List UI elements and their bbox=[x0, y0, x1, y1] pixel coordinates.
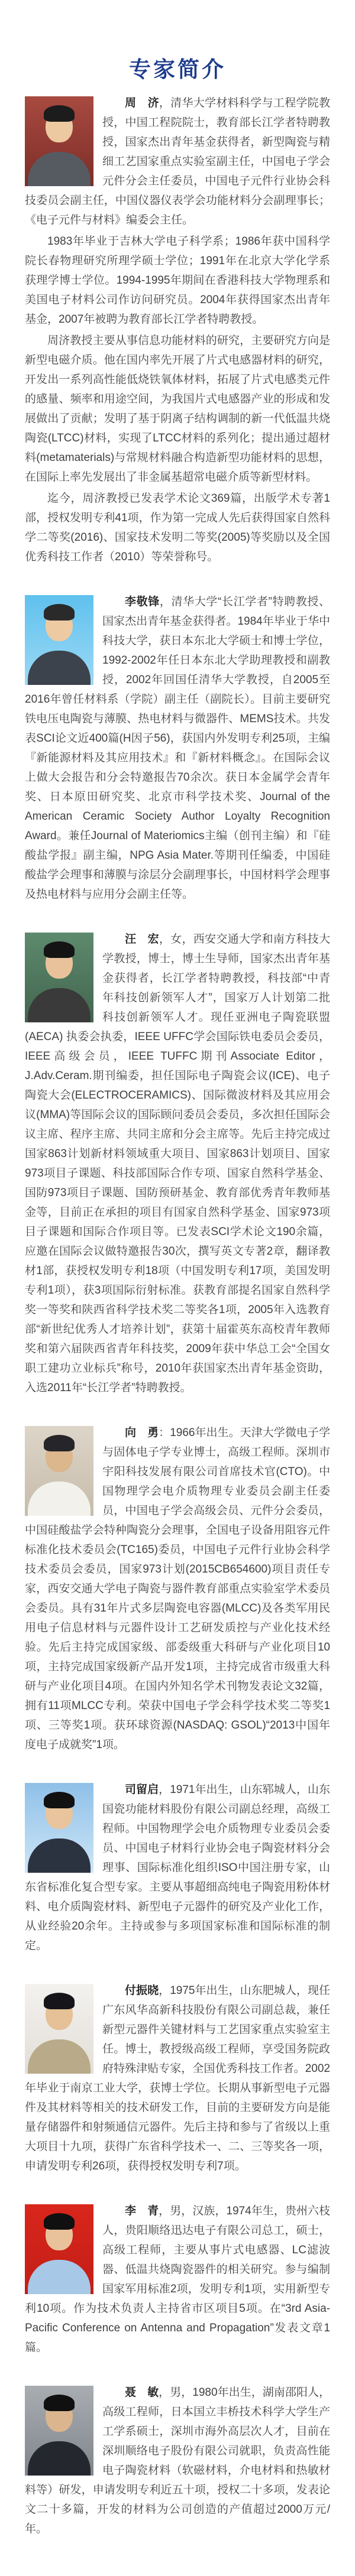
expert-intro-text: 1971年出生，山东郓城人，山东国瓷功能材料股份有限公司副总经理，高级工程师。中国物理学会电介质物理专业委员会委员、中国电子材料行业协会电子陶瓷材料分会理事、国际标准化组织ISO中国注册专家，山东省标准化复合型专家。主要从事超细高纯电子陶瓷用粉体材料、电介质陶瓷材料、新型电子元器件的研究及产业化工作，从业经验20余年。主持或参与多项国家标准和国际标准的制定。 bbox=[25, 1784, 330, 1953]
expert-name-suffix: ， bbox=[159, 933, 171, 946]
photo-person-hair bbox=[44, 1792, 75, 1808]
expert-section-fu-zhenxiao bbox=[25, 1981, 330, 2178]
expert-photo-li-qing bbox=[25, 2204, 93, 2294]
expert-section-xiang-yong bbox=[25, 1423, 330, 1756]
expert-paragraph: 迄今，周济教授已发表学术论文369篇，出版学术专著1部，授权发明专利41项，作为第一完成人先后获得国家自然科学二等奖(2016)、国家技术发明二等奖(2005)等奖励以及全国优秀科技工作者（2010）等荣誉称号。 bbox=[25, 492, 330, 564]
photo-person-torso bbox=[28, 988, 91, 1022]
expert-section-wang-hong bbox=[25, 930, 330, 1399]
expert-section-li-jingfeng bbox=[25, 592, 330, 906]
photo-person-torso bbox=[28, 1482, 91, 1516]
expert-name: 周 济 bbox=[125, 97, 159, 110]
expert-paragraph: 1983年毕业于吉林大学电子科学系；1986年获中国科学院长春物理研究所理学硕士学位；1991年在北京大学化学系获理学博士学位。1994-1995年期间在香港科技大学物理系和美国电子材料公司作访问研究员。2004年获得国家杰出青年基金，2007年被聘为教育部长江学者特聘教授。 bbox=[25, 235, 330, 326]
photo-person-hair bbox=[44, 604, 75, 621]
photo-person-hair bbox=[44, 2213, 75, 2230]
expert-name: 司留启 bbox=[125, 1784, 159, 1797]
expert-name: 李敬锋 bbox=[125, 596, 160, 609]
expert-photo-si-liuqi bbox=[25, 1783, 93, 1873]
expert-section-nie-min bbox=[25, 2383, 330, 2541]
expert-photo-zhou-ji bbox=[25, 96, 93, 186]
expert-photo-fu-zhenxiao bbox=[25, 1984, 93, 2074]
photo-person-torso bbox=[28, 152, 91, 186]
photo-person-hair bbox=[44, 1993, 75, 2009]
expert-name: 向 勇 bbox=[125, 1427, 159, 1440]
expert-name-suffix: ， bbox=[159, 97, 171, 110]
photo-person-hair bbox=[44, 2395, 75, 2411]
expert-name-suffix: ， bbox=[159, 596, 172, 609]
expert-name: 聂 敏 bbox=[125, 2386, 159, 2399]
expert-name-suffix: ， bbox=[159, 2205, 170, 2218]
expert-section-zhou-ji bbox=[25, 93, 330, 569]
expert-intro-text: 清华大学“长江学者”特聘教授、国家杰出青年基金获得者。1984年毕业于华中科技大学，获日本东北大学硕士和博士学位，1992-2002年任日本东北大学助理教授和副教授，2002年回国任清华大学教授，自2005至2016年曾任材料系（学院）副主任（副院长）。目前主要研究铁电压电陶瓷与薄膜、热电材料与微器件、MEMS技术。共发表SCI论文近400篇(H因子56)，获国内外发明专利25项，主编『新能源材料及其应用技术』和『新材料概念』。在国际会议上做大会报告和分会特邀报告70余次。获日本金属学会青年奖、日本原田研究奖、北京市科学技术奖、Journal of the American Ceramic Society Author Loyalty Recognition Award。兼任Journal of Materiomics主编（创刊主编）和『硅酸盐学报』副主编，NPG Asia Mater.等期刊任编委，中国硅酸盐学会理事和薄膜与涂层分会副理事长，中国材料学会理事及热电材料与应用分会副主任等。 bbox=[25, 596, 330, 901]
page-title: 专家简介 bbox=[129, 57, 226, 82]
expert-name-suffix: ， bbox=[159, 2386, 170, 2399]
expert-intro-text: 女，西安交通大学和南方科技大学教授，博士，博士生导师，国家杰出青年基金获得者，长江学者特聘教授，科技部“中青年科技创新领军人才”，国家万人计划第二批科技创新领军人才。现任亚洲电子陶瓷联盟(AECA) 执委会执委，IEEE UFFC学会国际铁电委员会委员，IEEE高级会员，IEEE TUFFC期刊Associate Editor，J.Adv.Ceram.期刊编委，担任国际电子陶瓷会议(ICE)、电子陶瓷大会(ELECTROCERAMICS)、国际微波材料及其应用会议(MMA)等国际会议的国际顾问委员会委员，多次担任国际会议主席、程序主席、共同主席和分会主席等。先后主持完成过国家863计划新材料领域重大项目、国家863计划项目、国家973项目子课题、科技部国际合作专项、国家自然科学基金、国防973项目子课题、国防预研基金、教育部优秀青年教师基金等，目前正在承担的项目有国家自然科学基金、国家973项目子课题和国际合作项目等。已发表SCI学术论文190余篇，应邀在国际会议做特邀报告30次，撰写英文专著2章，翻译教材1部，获授权发明专利18项（中国发明专利17项，美国发明专利1项），获3项国际衍射标准。获教育部提名国家自然科学奖一等奖和陕西省科学技术奖二等奖各1项，2005年入选教育部“新世纪优秀人才培养计划”，获第十届霍英东高校青年教师奖和第六届陕西省青年科技奖，2009年获中华总工会“全国女职工建功立业标兵”称号，2010年获国家杰出青年基金资助，入选2011年“长江学者”特聘教授。 bbox=[25, 933, 330, 1395]
expert-name-suffix: ： bbox=[159, 1427, 170, 1440]
expert-name: 李 青 bbox=[125, 2205, 159, 2218]
expert-intro-text: 1966年出生。天津大学微电子学与固体电子学专业博士，高级工程师。深圳市宇阳科技发展有限公司首席技术官(CTO)。中国物理学会电介质物理专业委员会副主任委员，中国电子学会高级会员、元件分会委员，中国硅酸盐学会特种陶瓷分会理事，全国电子设备用阻容元件标准化技术委员会(TC165)委员，中国电子元件行业协会科学技术委员会委员，国家973计划(2015CB654600)项目责任专家，西安交通大学电子陶瓷与器件教育部重点实验室学术委员会委员。具有31年片式多层陶瓷电容器(MLCC)及各类军用民用电子信息材料与元器件设计工艺研发质控与产业化技术经验。先后主持完成国家级、部委级重大科研与产业化项目10项，主持完成国家级新产品开发1项，主持完成省市级重大科研与产业化项目4项。在国内外知名学术刊物发表论文32篇，拥有11项MLCC专利。荣获中国电子学会科学技术奖二等奖1项、三等奖1项。获环球资源(NASDAQ: GSOL)“2013中国年度电子成就奖”1项。 bbox=[25, 1427, 330, 1752]
experts-list bbox=[25, 93, 330, 2541]
photo-person-torso bbox=[28, 2039, 91, 2074]
expert-paragraph: 周济教授主要从事信息功能材料的研究，主要研究方向是新型电磁介质。他在国内率先开展了片式电感器材料的研究，开发出一系列高性能低烧铁氧体材料，拓展了片式电感类元件的感量、频率和用途空间，为我国片式电感器产业的形成和发展做出了贡献；发明了基于阴离子结构调制的新一代低温共烧陶瓷(LTCC)材料，实现了LTCC材料的系列化；提出通过超材料(metamaterials)与常规材料融合构造新型功能材料的思想，在国际上率先发展出了非金属基超常电磁介质等新型材料。 bbox=[25, 334, 330, 484]
expert-section-li-qing bbox=[25, 2201, 330, 2359]
photo-person-torso bbox=[28, 2260, 91, 2294]
expert-intro-text: 清华大学材料科学与工程学院教授，中国工程院院士，教育部长江学者特聘教授，国家杰出青年基金获得者，新型陶瓷与精细工艺国家重点实验室副主任，中国电子学会元件分会主任委员，中国电子元件行业协会科技委员会副主任，中国仪器仪表学会功能材料分会副理事长；《电子元件与材料》编委会主任。 bbox=[25, 97, 330, 227]
photo-person-hair bbox=[44, 1435, 75, 1451]
expert-photo-li-jingfeng bbox=[25, 595, 93, 685]
expert-intro-text: 男，1980年出生，湖南邵阳人，高级工程师，日本国立丰桥技术科学大学生产工学系硕士，深圳市海外高层次人才，目前在深圳顺络电子股份有限公司就职，负责高性能电子陶瓷材料（软磁材料，介电材料和热敏材料等）研发，申请发明专利近五十项，授权二十多项，发表论文二十多篇，开发的材料为公司创造的产值超过2000万元/年。 bbox=[25, 2386, 330, 2536]
expert-photo-xiang-yong bbox=[25, 1426, 93, 1516]
expert-name: 汪 宏 bbox=[125, 933, 159, 946]
expert-section-si-liuqi bbox=[25, 1780, 330, 1957]
expert-photo-wang-hong bbox=[25, 933, 93, 1022]
expert-name: 付振晓 bbox=[125, 1984, 159, 1997]
photo-person-torso bbox=[28, 2441, 91, 2476]
expert-name-suffix: ， bbox=[159, 1984, 170, 1997]
expert-photo-nie-min bbox=[25, 2386, 93, 2476]
photo-person-hair bbox=[44, 105, 75, 122]
expert-intro-text: 男，汉族，1974年生，贵州六枝人，贵阳顺络迅达电子有限公司总工，硕士，高级工程师，主要从事片式电感器、LC滤波器、低温共烧陶瓷器件的相关研究。参与编制国家军用标准2项，发明专利1项，实用新型专利10项。作为技术负责人主持省市区项目5项。在“3rd Asia-Pacific Conference on Antenna and Propagation”发表文章1篇。 bbox=[25, 2205, 330, 2354]
expert-name-suffix: ， bbox=[159, 1784, 170, 1797]
photo-person-hair bbox=[44, 941, 75, 958]
photo-person-torso bbox=[28, 1838, 91, 1873]
photo-person-torso bbox=[28, 651, 91, 685]
expert-intro-text: 1975年出生，山东肥城人，现任广东风华高新科技股份有限公司副总裁，兼任新型元器件关键材料与工艺国家重点实验室主任。博士，教授级高级工程师，享受国务院政府特殊津贴专家，全国优秀科技工作者。2002年毕业于南京工业大学，获博士学位。长期从事新型电子元器件及其材料等相关的技术研发工作，目前的主要研发方向是能量存储器件和射频通信元器件。先后主持和参与了省级以上重大项目十九项，获得广东省科学技术一、二、三等奖各一项，申请发明专利26项，获得授权发明专利7项。 bbox=[25, 1984, 330, 2173]
